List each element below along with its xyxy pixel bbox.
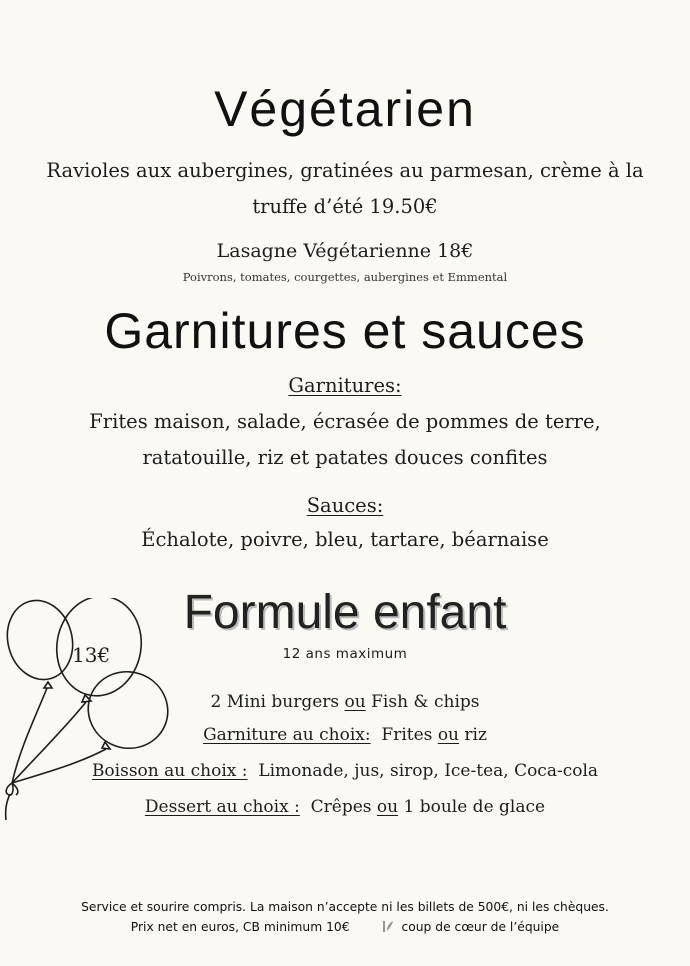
garnitures-label: Garnitures: [288, 374, 402, 397]
kids-age-limit: 12 ans maximum [282, 646, 408, 662]
footer-line1: Service et sourire compris. La maison n’accepte ni les billets de 500€, ni les chèques. [81, 900, 609, 914]
section-title-garnitures: Garnitures et sauces [104, 303, 586, 359]
kids-garniture-choice: Garniture au choix: Frites ou riz [203, 725, 487, 745]
garnitures-line1: Frites maison, salade, écrasée de pommes de terre, [89, 410, 601, 433]
garnitures-line2: ratatouille, riz et patates douces confites [142, 446, 548, 469]
heart-leaf-icon [381, 919, 395, 933]
kids-dessert-choice: Dessert au choix : Crêpes ou 1 boule de glace [144, 797, 546, 817]
garnitures-list [0, 404, 690, 476]
kids-price: 13€ [72, 643, 111, 667]
dish-ravioles-line1: Ravioles aux aubergines, gratinées au parmesan, crème à la [46, 159, 644, 182]
dish-lasagne: Lasagne Végétarienne 18€ [216, 240, 474, 262]
sauces-list: Échalote, poivre, bleu, tartare, béarnaise [141, 528, 549, 551]
kids-main-choice: 2 Mini burgers ou Fish & chips [210, 692, 480, 712]
section-title-formule-enfant: Formule enfant [183, 586, 507, 639]
kids-boisson-choice: Boisson au choix : Limonade, jus, sirop, Ice-tea, Coca-cola [91, 761, 599, 781]
dish-ravioles [0, 153, 690, 225]
section-title-vegetarien: Végétarien [214, 81, 476, 137]
dish-lasagne-detail: Poivrons, tomates, courgettes, aubergines et Emmental [182, 270, 508, 284]
footer-line2: Prix net en euros, CB minimum 10€ coup de cœur de l’équipe [130, 920, 560, 934]
sauces-label: Sauces: [306, 494, 384, 517]
dish-ravioles-line2: truffe d’été 19.50€ [252, 195, 438, 218]
